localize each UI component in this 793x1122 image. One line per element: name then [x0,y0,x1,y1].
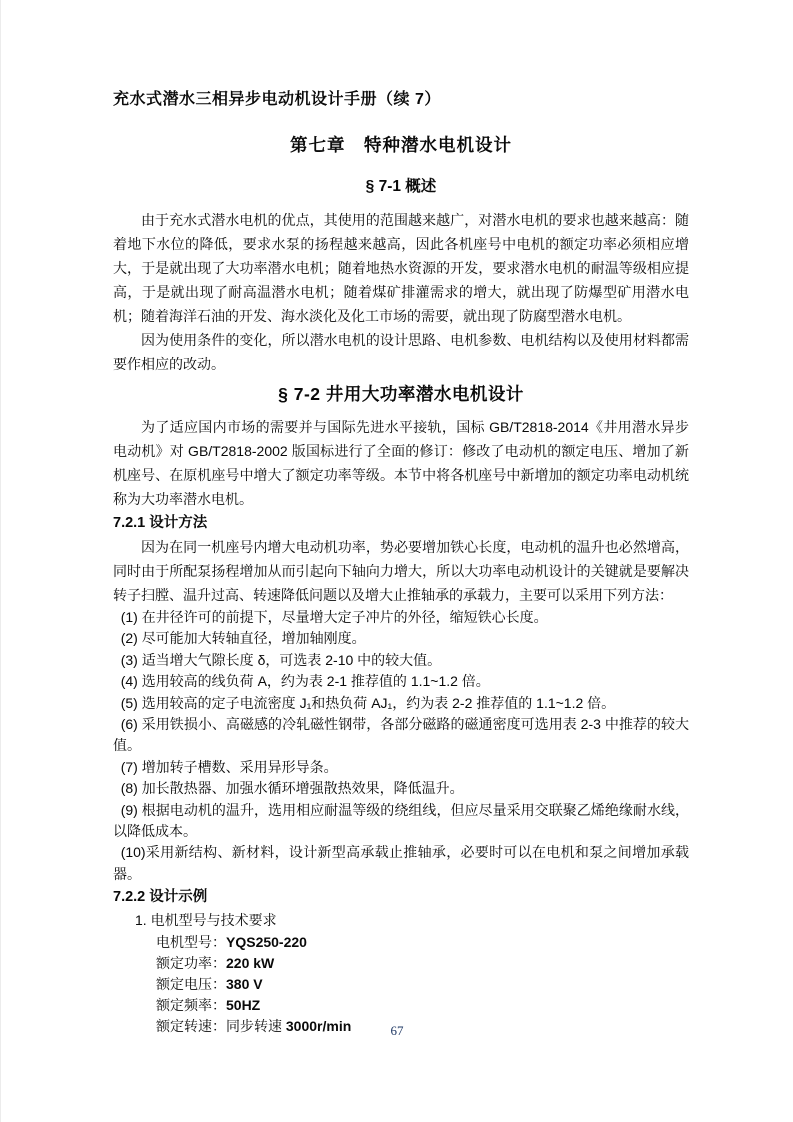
section-7-1-heading: § 7-1 概述 [365,178,437,195]
section-7-1-paragraph-1: 由于充水式潜水电机的优点，其使用的范围越来越广，对潜水电机的要求也越来越高：随着地下水位的降低，要求水泵的扬程越来越高，因此各机座号中电机的额定功率必须相应增大，于是就出现了大功率潜水电机；随着地热水资源的开发，要求潜水电机的耐温等级相应提高，于是就出现了耐高温潜水电机；随着煤矿排灌需求的增大，就出现了防爆型矿用潜水电机；随着海洋石油的开发、海水淡化及化工市场的需要，就出现了防腐型潜水电机。 [113,212,689,324]
spec-value-zh: 同步转速 [226,1017,286,1034]
method-item [113,778,689,799]
method-text: 加长散热器、加强水循环增强散热效果，降低温升。 [141,780,464,797]
spec-label: 电机型号： [156,933,226,950]
document-content [113,0,689,1037]
method-item [113,800,689,843]
method-item [113,693,689,714]
method-text: 选用较高的定子电流密度 J₁和热负荷 AJ₁，约为表 2-2 推荐值的 1.1~1.2 倍。 [141,694,616,711]
doc-title: 充水式潜水三相异步电动机设计手册（续 7） [113,91,441,108]
method-text: 适当增大气隙长度 δ，可选表 2-10 中的较大值。 [141,651,442,668]
method-number: (3) [120,651,142,668]
method-number: (9) [120,801,142,818]
section-7-2-heading: § 7-2 井用大功率潜水电机设计 [278,384,524,404]
section-7-1-paragraph-2: 因为使用条件的变化，所以潜水电机的设计思路、电机参数、电机结构以及使用材料都需要作相应的改动。 [113,332,689,372]
page-number: 67 [390,1023,404,1038]
chapter-heading: 第七章 特种潜水电机设计 [290,135,512,155]
spec-label: 额定电压： [156,975,226,992]
method-number: (7) [120,758,142,775]
method-item [113,628,689,649]
spec-label: 额定功率： [156,954,226,971]
spec-row-rated-frequency [113,995,689,1016]
spec-row-model [113,932,689,953]
method-item [113,714,689,757]
method-number: (8) [120,780,142,797]
method-text: 选用较高的线负荷 A，约为表 2-1 推荐值的 1.1~1.2 倍。 [141,673,490,690]
method-number: (1) [120,609,142,625]
method-number: (6) [120,716,142,733]
example-item-1-label: 1. 电机型号与技术要求 [135,912,277,929]
spec-value: 220 kW [226,954,275,971]
method-text: 采用铁损小、高磁感的冷轧磁性钢带，各部分磁路的磁通密度可选用表 2-3 中推荐的较大值。 [113,716,690,754]
method-item [113,607,689,628]
design-method-lead-paragraph: 因为在同一机座号内增大电动机功率，势必要增加铁心长度，电动机的温升也必然增高，同时由于所配泵扬程增加从而引起向下轴向力增大，所以大功率电动机设计的关键就是要解决转子扫膛、温升过高、转速降低问题以及增大止推轴承的承载力，主要可以采用下列方法： [113,539,689,603]
method-item [113,757,689,778]
spec-value: 50HZ [226,996,261,1013]
spec-label: 额定频率： [156,996,226,1013]
method-number: (10) [120,844,146,861]
section-7-2-intro-paragraph: 为了适应国内市场的需要并与国际先进水平接轨，国标 GB/T2818-2014《井用潜水异步电动机》对 GB/T2818-2002 版国标进行了全面的修订：修改了电动机的额定电压、增加了新机座号、在原机座号中增大了额定功率等级。本节中将各机座号中新增加的额定功率电动机统称为大功率潜水电机。 [113,419,689,507]
method-item [113,842,689,885]
method-item [113,671,689,692]
method-list [113,607,689,885]
spec-row-rated-voltage [113,974,689,995]
method-number: (4) [120,673,142,690]
spec-value: 380 V [226,975,263,992]
method-number: (5) [120,694,142,711]
method-text: 根据电动机的温升，选用相应耐温等级的绕组线，但应尽量采用交联聚乙烯绝缘耐水线，以降低成本。 [113,801,690,840]
method-number: (2) [120,630,142,647]
method-text: 在井径许可的前提下，尽量增大定子冲片的外径，缩短铁心长度。 [141,609,548,625]
method-text: 增加转子槽数、采用异形导条。 [141,758,338,775]
method-item [113,650,689,671]
spec-label: 额定转速： [156,1017,226,1034]
spec-value: YQS250-220 [226,933,307,950]
subsection-7-2-2-heading: 7.2.2 设计示例 [113,889,208,906]
spec-value: 3000r/min [285,1017,352,1034]
spec-row-rated-power [113,953,689,974]
method-text: 尽可能加大转轴直径，增加轴刚度。 [141,630,366,647]
subsection-7-2-1-heading: 7.2.1 设计方法 [113,515,208,531]
method-text: 采用新结构、新材料，设计新型高承载止推轴承，必要时可以在电机和泵之间增加承载器。 [113,844,689,882]
